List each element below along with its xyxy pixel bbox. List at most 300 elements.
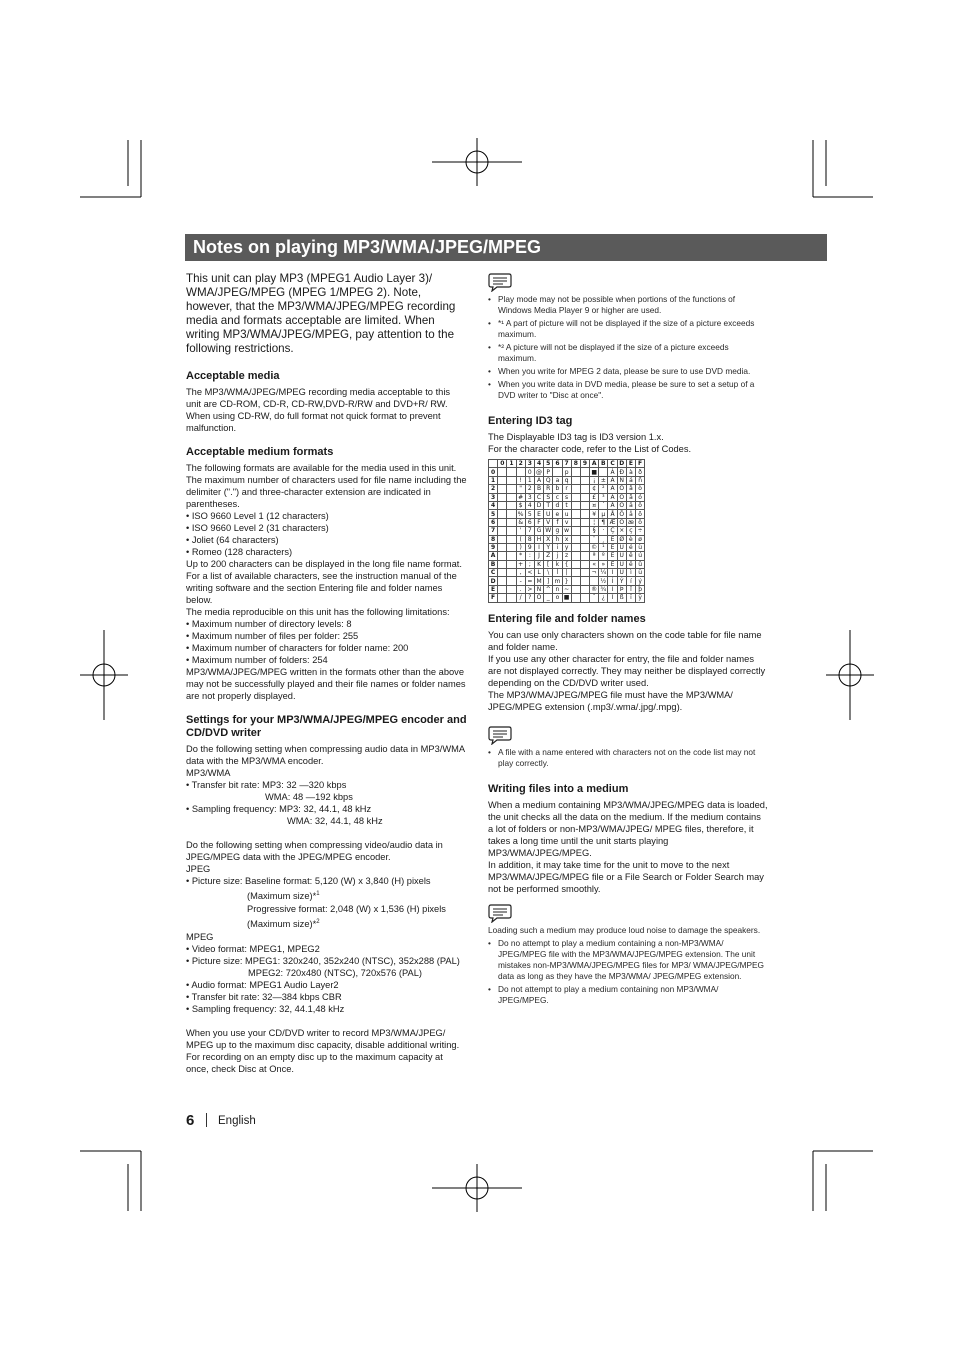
code-table-row [489, 493, 645, 501]
code-table-cell [580, 510, 589, 518]
code-table-cell [507, 485, 516, 493]
code-table-cell: ä [626, 501, 635, 509]
limit-item: • Maximum number of files per folder: 255 [186, 631, 359, 641]
medium-formats-text-1: The following formats are available for the media used in this unit. The maximum number of characters used for file name including the delimiter (".") and three-character extension are indicated in parentheses. [186, 463, 467, 509]
code-table-cell: ê [626, 552, 635, 560]
code-table-header-cell: 7 [562, 460, 571, 468]
limit-item: • Maximum number of characters for folder name: 200 [186, 643, 409, 653]
code-table-cell: N [534, 585, 543, 593]
code-table-cell: K [534, 560, 543, 568]
wma-sampling: WMA: 32, 44.1, 48 kHz [287, 816, 383, 826]
code-table-cell: à [626, 468, 635, 476]
code-table-cell: F [489, 594, 498, 602]
code-table-cell: 1 [525, 476, 534, 484]
code-table-cell: ( [516, 535, 525, 543]
code-table-cell: ■ [591, 468, 597, 476]
code-table-row [489, 527, 645, 535]
code-table-cell: , [516, 569, 525, 577]
code-table-cell: ÷ [636, 527, 645, 535]
code-table-cell: \ [544, 569, 553, 577]
character-code-table [488, 459, 645, 603]
code-table-cell: Æ [609, 518, 616, 526]
code-table-cell: Z [544, 552, 553, 560]
code-table-cell: U [544, 510, 553, 518]
code-table-cell [498, 493, 507, 501]
code-table-header-cell: 4 [534, 460, 543, 468]
code-table-cell: ® [591, 586, 598, 594]
registration-mark-left [80, 630, 128, 720]
code-table-cell: ¨ [590, 535, 599, 543]
code-table-cell: E [534, 510, 543, 518]
code-table-cell: V [544, 518, 553, 526]
code-table-cell: 4 [489, 501, 498, 509]
code-table-cell: y [562, 543, 571, 551]
right-column [488, 272, 768, 1008]
mpeg-label: MPEG [186, 932, 214, 943]
code-table-cell: Ê [608, 552, 617, 560]
format-item: • Joliet (64 characters) [186, 535, 279, 545]
code-table-header-cell [489, 460, 498, 468]
left-column [186, 272, 467, 1075]
code-table-cell: Ü [617, 569, 626, 577]
code-table-cell: Ã [608, 493, 617, 501]
code-table-cell: Ð [617, 468, 626, 476]
code-table-cell: B [534, 485, 543, 493]
crop-mark-top-left [80, 140, 142, 198]
code-table-cell: t [562, 501, 571, 509]
code-table-cell: + [516, 560, 525, 568]
code-table-cell: P [544, 468, 553, 476]
code-table-cell: × [617, 527, 626, 535]
code-table-header-cell: 0 [498, 460, 507, 468]
code-table-header-cell: 8 [571, 460, 580, 468]
code-table-cell: M [536, 577, 542, 585]
code-table-row [489, 535, 645, 543]
code-table-cell [498, 552, 507, 560]
writing-text-2: In addition, it may take time for the unit to move to the next MP3/WMA/JPEG/MPEG file or a File Search or Folder Search may not be performed smoothly. [488, 859, 764, 894]
code-table-cell: þ [636, 585, 645, 593]
registration-mark-bottom [432, 1164, 522, 1212]
code-table-cell [571, 527, 580, 535]
code-table-cell: ¥ [590, 510, 599, 518]
mpeg-sampling: • Sampling frequency: 32, 44.1,48 kHz [186, 1004, 345, 1015]
code-table-cell: > [525, 585, 534, 593]
intro-paragraph: This unit can play MP3 (MPEG1 Audio Layer 3)/ WMA/JPEG/MPEG (MPEG 1/MPEG 2). Note, however, that the MP3/WMA/JPEG/MPEG recording media and formats acceptable are limited. When writing MP3/WMA/JPEG/MPEG, pay attention to the following restrictions. [186, 272, 456, 355]
code-table-cell: e [553, 510, 562, 518]
code-table-cell [580, 560, 589, 568]
code-table-cell: è [626, 535, 635, 543]
code-table-cell: 5 [489, 510, 498, 518]
code-table-cell: » [599, 560, 608, 568]
code-table-header-cell: 6 [553, 460, 562, 468]
code-table-cell [580, 527, 589, 535]
notes-lead: Loading such a medium may produce loud noise to damage the speakers. [488, 924, 761, 935]
settings-heading: Settings for your MP3/WMA/JPEG/MPEG encoder and CD/DVD writer [186, 714, 467, 739]
code-table-cell: @ [536, 468, 543, 476]
code-table-header-cell: 9 [580, 460, 589, 468]
code-table-cell: · [599, 527, 608, 535]
acceptable-media-text-2: When using CD-RW, do full format not quick format to prevent malfunction. [186, 411, 441, 433]
note-item: • When you write for MPEG 2 data, please be sure to use DVD media. [488, 366, 768, 377]
code-table-cell: ¿ [599, 594, 608, 602]
note-item: • Do no attempt to play a medium containing a non-MP3/WMA/ JPEG/MPEG file with the MP3/WMA/JPEG/MPEG extension. The unit mistakes non-MP3/WMA/JPEG/MPEG files for MP3/ WMA/JPEG/MPEG data as long as they have the MP3/WMA/ JPEG/MPEG extension. [488, 938, 768, 982]
writing-heading: Writing files into a medium [488, 782, 629, 795]
code-table-cell: c [553, 493, 562, 501]
code-table-cell: Ä [608, 501, 617, 509]
code-table-cell: 7 [489, 527, 498, 535]
code-table-cell: a [553, 476, 562, 484]
code-table-cell: ´ [599, 501, 608, 509]
code-table-cell [507, 594, 516, 602]
file-names-heading: Entering file and folder names [488, 612, 646, 625]
code-table-cell: m [554, 577, 561, 585]
code-table-cell: z [562, 552, 571, 560]
id3-heading: Entering ID3 tag [488, 415, 573, 427]
code-table-cell: 0 [525, 468, 534, 476]
code-table-cell [498, 485, 507, 493]
mpeg-video-format: • Video format: MPEG1, MPEG2 [186, 944, 320, 955]
code-table-header-cell: C [608, 460, 617, 468]
page-language: English [218, 1115, 256, 1127]
mp3-sampling: • Sampling frequency: MP3: 32, 44.1, 48 kHz [186, 804, 372, 814]
crop-mark-bottom-left [80, 1150, 142, 1212]
note-icon [488, 725, 512, 745]
code-table-header-cell: D [617, 460, 626, 468]
code-table-cell: = [525, 577, 534, 585]
code-table-cell: 2 [489, 485, 498, 493]
code-table-cell: ë [626, 560, 635, 568]
code-table-cell [571, 594, 580, 602]
code-table-cell: F [534, 518, 543, 526]
code-table-cell [571, 569, 580, 577]
code-table-cell: f [553, 518, 562, 526]
code-table-cell [580, 501, 589, 509]
code-table-header-cell: E [626, 460, 635, 468]
code-table-cell: l [553, 569, 562, 577]
code-table-cell [507, 468, 516, 476]
code-table-cell: 3 [489, 493, 498, 501]
code-table-cell: R [544, 485, 553, 493]
code-table-cell: 6 [525, 518, 534, 526]
code-table-cell [498, 476, 507, 484]
code-table-cell [498, 527, 507, 535]
code-table-cell [507, 552, 516, 560]
code-table-row [489, 485, 645, 493]
code-table-row [489, 594, 645, 602]
code-table-cell: r [562, 485, 571, 493]
code-table-cell: ¤ [590, 501, 599, 509]
code-table-row [489, 560, 645, 568]
code-table-cell [590, 577, 599, 585]
code-table-cell [580, 485, 589, 493]
code-table-cell: p [562, 468, 571, 476]
settings-text-2: Do the following setting when compressing video/audio data in JPEG/MPEG data with the JPEG/MPEG encoder. [186, 840, 443, 862]
code-table-cell [498, 569, 507, 577]
code-table-cell: D [489, 577, 498, 585]
note-icon [488, 903, 512, 923]
settings-text-1: Do the following setting when compressing audio data in MP3/WMA data with the MP3/WMA encoder. [186, 744, 465, 766]
code-table-cell: Ø [617, 535, 626, 543]
code-table-cell: 3 [525, 493, 534, 501]
code-table-cell: ! [516, 476, 525, 484]
code-table-cell [507, 543, 516, 551]
code-table-cell [580, 569, 589, 577]
code-table-cell [507, 585, 516, 593]
code-table-cell: ¦ [590, 518, 599, 526]
code-table-row [489, 569, 645, 577]
note-item: • *¹ A part of picture will not be displayed if the size of a picture exceeds maximum. [488, 318, 768, 340]
code-table-cell: W [545, 527, 552, 535]
code-table-cell: õ [636, 510, 645, 518]
code-table-cell: L [534, 569, 543, 577]
code-table-row [489, 468, 645, 476]
medium-formats-text-3: The media reproducible on this unit has the following limitations: [186, 607, 450, 617]
code-table-cell [571, 543, 580, 551]
code-table-cell: « [590, 560, 599, 568]
code-table-row [489, 552, 645, 560]
code-table-cell [580, 543, 589, 551]
code-table-cell [571, 535, 580, 543]
code-table-cell: ^ [544, 585, 553, 593]
code-table-cell: E [489, 585, 498, 593]
code-table-cell: Ï [608, 594, 617, 602]
page-number: 6 [186, 1112, 195, 1129]
code-table-cell: ¢ [590, 485, 599, 493]
code-table-cell [580, 476, 589, 484]
code-table-cell: X [544, 535, 553, 543]
code-table-header-row [489, 460, 645, 468]
mp3-wma-label: MP3/WMA [186, 768, 231, 778]
code-table-cell [507, 527, 516, 535]
mpeg2-picture-size: MPEG2: 720x480 (NTSC), 720x576 (PAL) [248, 968, 422, 979]
code-table-cell [580, 594, 589, 602]
code-table-cell [580, 518, 589, 526]
format-item: • ISO 9660 Level 1 (12 characters) [186, 511, 329, 521]
code-table-cell: j [553, 552, 562, 560]
note-item: • *² A picture will not be displayed if the size of a picture exceeds maximum. [488, 342, 768, 364]
code-table-cell [571, 552, 580, 560]
medium-formats-text-2: Up to 200 characters can be displayed in the long file name format. For a list of available characters, see the instruction manual of the writing software and the section Entering file and folder names below. [186, 559, 462, 605]
code-table-cell: ï [626, 594, 635, 602]
code-table-cell: 9 [489, 543, 498, 551]
wma-bit-rate: WMA: 48 —192 kbps [265, 792, 353, 802]
code-table-cell: î [626, 585, 635, 593]
code-table-cell: Y [544, 543, 553, 551]
code-table-row [489, 501, 645, 509]
code-table-cell: h [553, 535, 562, 543]
code-table-cell: S [544, 493, 553, 501]
code-table-cell: ¯ [590, 594, 599, 602]
code-table-cell: G [534, 527, 543, 535]
code-table-cell: º [599, 552, 608, 560]
code-table-cell: ç [626, 527, 635, 535]
notes-list-3 [488, 938, 768, 1006]
code-table-cell [571, 468, 580, 476]
notes-list-1 [488, 294, 768, 401]
code-table-cell: ? [525, 594, 534, 602]
code-table-cell [507, 577, 516, 585]
code-table-cell: $ [516, 501, 525, 509]
code-table-cell: Ë [608, 560, 617, 568]
code-table-cell [571, 501, 580, 509]
code-table-cell: % [517, 510, 524, 518]
code-table-cell: * [516, 552, 525, 560]
code-table-cell: ì [626, 569, 635, 577]
code-table-cell: k [553, 560, 562, 568]
code-table-cell: Î [608, 585, 617, 593]
code-table-cell: É [608, 543, 617, 551]
code-table-cell: Ý [617, 577, 626, 585]
code-table-cell: 0 [489, 468, 498, 476]
code-table-cell [498, 501, 507, 509]
code-table-cell: Ô [617, 501, 626, 509]
code-table-cell: C [534, 493, 543, 501]
code-table-cell: û [636, 560, 645, 568]
code-table-cell [571, 518, 580, 526]
code-table-cell: ' [516, 527, 525, 535]
settings-text-3: When you use your CD/DVD writer to record MP3/WMA/JPEG/ MPEG up to the maximum disc capacity, disable additional writing. For recording on an empty disc up to the maximum capacity at once, check Disc at Once. [186, 1028, 460, 1075]
code-table-cell: Ì [608, 569, 617, 577]
code-table-cell: Õ [617, 510, 626, 518]
code-table-cell: á [626, 476, 635, 484]
code-table-cell: B [489, 560, 498, 568]
code-table-cell: ô [636, 501, 645, 509]
code-table-cell [580, 468, 589, 476]
code-table-cell: Ò [617, 485, 626, 493]
code-table-cell: 5 [525, 510, 534, 518]
code-table-cell: é [626, 543, 635, 551]
code-table-cell: ] [544, 577, 553, 585]
code-table-cell: I [534, 543, 543, 551]
code-table-cell: _ [544, 594, 553, 602]
code-table-cell: ; [525, 560, 534, 568]
code-table-cell [507, 493, 516, 501]
code-table-cell: s [562, 493, 571, 501]
code-table-cell [498, 585, 507, 593]
code-table-cell: 4 [525, 501, 534, 509]
code-table-cell [516, 468, 525, 476]
file-names-text-2: If you use any other character for entry, the file and folder names are not displayed correctly. They may neither be displayed correctly depending on the CD/DVD writer used. [488, 653, 766, 688]
writing-text-1: When a medium containing MP3/WMA/JPEG/MPEG data is loaded, the unit checks all the data on the medium. If the medium contains a lot of folders or non-MP3/WMA/JPEG/ MPEG files, therefore, it takes a long time until the unit starts playing MP3/WMA/JPEG/MPEG. [488, 799, 768, 858]
code-table-cell: ß [617, 594, 626, 602]
code-table-cell: ½ [600, 577, 607, 585]
code-table-row [489, 476, 645, 484]
code-table-cell: Ö [617, 518, 626, 526]
code-table-cell: [ [544, 560, 553, 568]
crop-mark-bottom-right [812, 1150, 874, 1212]
code-table-cell [580, 585, 589, 593]
code-table-cell: À [608, 468, 617, 476]
code-table-cell: # [516, 493, 525, 501]
code-table-cell: D [534, 501, 543, 509]
code-table-cell: ª [590, 552, 599, 560]
id3-text-2: For the character code, refer to the List of Codes. [488, 444, 692, 454]
code-table-cell: . [516, 585, 525, 593]
code-table-cell: Þ [617, 585, 626, 593]
jpeg-baseline-max: (Maximum size)*$^1$ [247, 891, 320, 902]
code-table-cell [498, 594, 507, 602]
code-table-cell: Ó [617, 493, 626, 501]
code-table-cell: ö [636, 518, 645, 526]
code-table-cell: Á [608, 476, 617, 484]
code-table-row [489, 585, 645, 593]
code-table-cell: ð [636, 468, 645, 476]
code-table-cell: d [553, 501, 562, 509]
code-table-cell: ) [516, 543, 525, 551]
code-table-cell: Â [608, 485, 617, 493]
code-table-cell [571, 577, 580, 585]
code-table-cell [580, 552, 589, 560]
code-table-cell [580, 577, 589, 585]
code-table-cell: 2 [525, 485, 534, 493]
code-table-cell [571, 476, 580, 484]
code-table-cell [571, 585, 580, 593]
code-table-cell: O [534, 594, 543, 602]
code-table-cell [580, 493, 589, 501]
code-table-cell [498, 535, 507, 543]
code-table-cell: 9 [525, 543, 534, 551]
code-table-cell: v [562, 518, 571, 526]
id3-text-1: The Displayable ID3 tag is ID3 version 1.x. [488, 432, 664, 442]
code-table-cell: < [525, 569, 534, 577]
code-table-cell: ó [636, 493, 645, 501]
note-item: • Do not attempt to play a medium containing non MP3/WMA/ JPEG/MPEG. [488, 984, 768, 1006]
code-table-cell: Ç [608, 527, 617, 535]
acceptable-media-heading: Acceptable media [186, 370, 280, 382]
code-table-cell: - [516, 577, 525, 585]
code-table-cell: ± [599, 476, 608, 484]
code-table-header-cell: 2 [516, 460, 525, 468]
code-table-cell: & [516, 518, 525, 526]
code-table-cell: ¬ [590, 569, 599, 577]
jpeg-progressive: Progressive format: 2,048 (W) x 1,536 (H) pixels [247, 904, 446, 915]
file-names-text-3: The MP3/WMA/JPEG/MPEG file must have the MP3/WMA/ JPEG/MPEG extension (.mp3/.wma/.jpg/.mpg). [488, 689, 733, 712]
code-table-cell: ³ [599, 493, 608, 501]
limit-item: • Maximum number of folders: 254 [186, 655, 328, 665]
registration-mark-top [432, 138, 522, 186]
code-table-cell: ¾ [600, 586, 607, 594]
code-table-cell: Å [608, 510, 617, 518]
code-table-cell: ã [626, 493, 635, 501]
code-table-cell [553, 468, 562, 476]
code-table-cell [599, 468, 608, 476]
code-table-cell: b [553, 485, 562, 493]
code-table-cell [507, 569, 516, 577]
code-table-cell [507, 510, 516, 518]
code-table-cell: 8 [525, 535, 534, 543]
code-table-cell [498, 468, 507, 476]
code-table-cell [571, 510, 580, 518]
code-table-cell: ¶ [599, 518, 608, 526]
code-table-cell: £ [590, 493, 599, 501]
code-table-cell [571, 493, 580, 501]
code-table-header-cell: B [599, 460, 608, 468]
code-table-cell [507, 476, 516, 484]
code-table-cell: | [562, 569, 571, 577]
code-table-cell: ñ [636, 476, 645, 484]
code-table-header-cell: 1 [507, 460, 516, 468]
code-table-cell: Û [617, 560, 626, 568]
code-table-cell: 6 [489, 518, 498, 526]
jpeg-baseline: • Picture size: Baseline format: 5,120 (W) x 3,840 (H) pixels [186, 876, 431, 886]
code-table-cell: } [562, 577, 571, 585]
code-table-cell: n [553, 585, 562, 593]
code-table-cell [507, 560, 516, 568]
code-table-cell: Ú [617, 552, 626, 560]
code-table-cell [498, 543, 507, 551]
page-title: Notes on playing MP3/WMA/JPEG/MPEG [185, 234, 827, 261]
code-table-cell: Q [544, 476, 553, 484]
